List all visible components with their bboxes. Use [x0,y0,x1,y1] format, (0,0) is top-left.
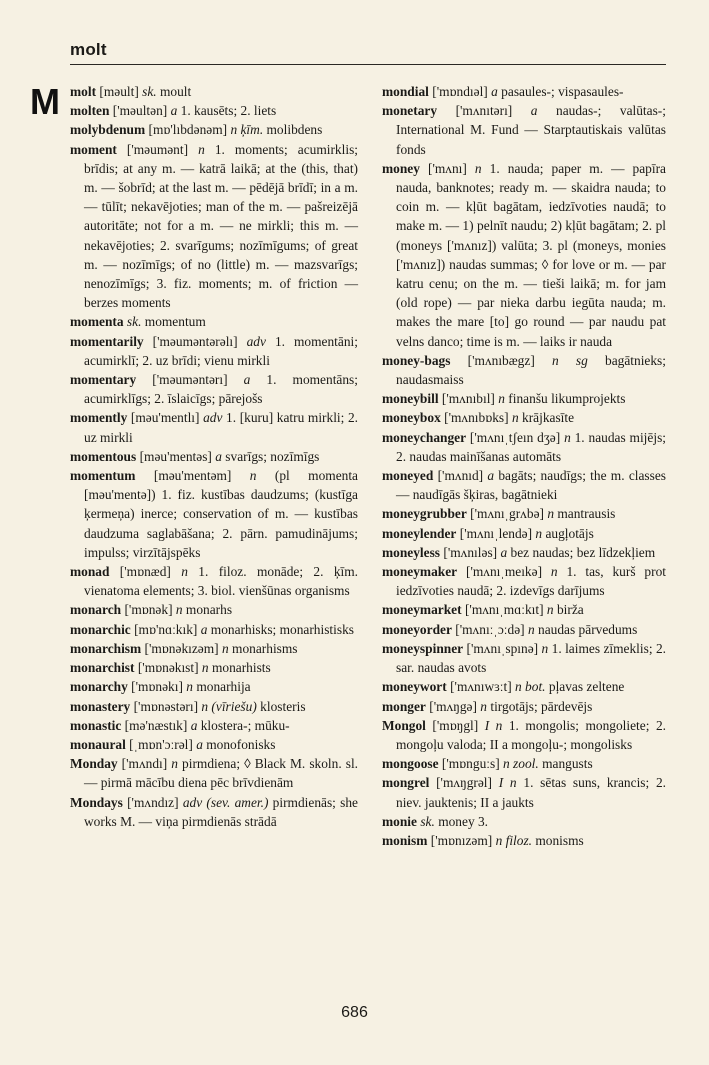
headword: money [382,160,420,176]
part-of-speech: n [547,506,555,522]
definition: moult [156,84,192,99]
part-of-speech: sk. [126,314,142,330]
pronunciation: ['məuməntərı] [136,372,244,388]
pronunciation: ['mʌnıˌgrʌbə] [466,506,548,522]
part-of-speech: a [170,103,178,119]
pronunciation: ['məultən] [109,103,171,119]
headword: Mongol [382,717,426,733]
part-of-speech: n bot. [515,679,546,695]
pronunciation: ['mɒnæd] [109,564,182,580]
page-number: 686 [341,1004,368,1021]
pronunciation: ['mɒndıəl] [428,84,492,99]
headword: monastery [70,698,131,714]
dictionary-entry [382,754,666,773]
pronunciation: ['mʌnıˌmeıkə] [457,564,551,580]
definition: 1. laimes zīmeklis; 2. sar. naudas avots [396,640,666,676]
headword: moneybox [382,410,441,426]
pronunciation: ['məuməntərəlı] [143,333,247,349]
pronunciation: [məu'mentəs] [136,448,216,464]
part-of-speech: I n [484,717,503,733]
dictionary-entry [70,620,358,639]
part-of-speech: n [511,410,519,426]
definition: molibdens [263,122,323,138]
definition: mangusts [538,756,593,772]
pronunciation: ['mɒnəkıst] [134,660,202,676]
pronunciation: [mɒ'nɑːkık] [130,621,201,637]
part-of-speech: n [564,429,571,445]
headword: moneywort [382,679,447,695]
definition: pļavas zeltene [545,679,625,695]
dictionary-entry [382,831,666,850]
dictionary-entry [382,639,666,677]
part-of-speech: a [487,468,495,484]
definition: pasaules-; vispasaules- [497,84,624,99]
dictionary-entry [70,82,358,101]
dictionary-entry [382,562,666,600]
part-of-speech: a [215,448,222,464]
definition: (pl momenta [məu'mentə]) 1. fiz. kustības daudzums; (kustīga ķermeņa) inerce; conservation of m. — kustības daudzuma saglabāšana; 2. pārn. pamudinājums; impulss; virzītājspēks [84,468,359,560]
headword: momently [70,410,128,426]
definition: monarhists [208,660,271,676]
pronunciation: ['mʌnıləs] [440,544,501,560]
dictionary-entry [382,428,666,466]
headword: molybdenum [70,122,146,138]
definition: 1. naudas mijējs; 2. naudas mainīšanas automāts [396,429,666,464]
headword: moneyspinner [382,640,464,656]
dictionary-entry [382,351,666,389]
pronunciation: ['mʌnıˌtʃeın dʒə] [466,429,565,445]
definition: bagāts; naudīgs; the m. classes — naudīgās šķiras, bagātnieki [396,468,667,503]
dictionary-entry [70,312,358,331]
headword: moneybill [382,391,439,407]
headword: momentous [70,448,137,464]
definition: klostera-; mūku- [197,717,290,733]
dictionary-entry [70,140,358,313]
dictionary-entry [70,101,358,120]
right-column [382,82,666,850]
part-of-speech: a [200,621,208,637]
part-of-speech: adv [246,333,266,349]
part-of-speech: n [527,621,535,637]
definition: momentum [141,314,206,330]
part-of-speech: a [530,103,538,119]
part-of-speech: n zool. [503,756,539,772]
part-of-speech: n [550,564,558,580]
definition: 1. mongolis; mongoliete; 2. mongoļu valoda; II a mongoļu-; mongolisks [396,717,666,752]
part-of-speech: n [249,468,257,484]
dictionary-entry [382,543,666,562]
dictionary-entry [382,389,666,408]
part-of-speech: sk. [420,813,435,829]
headword: momentum [70,468,136,484]
dictionary-entry [70,677,358,696]
pronunciation: [məu'mentəm] [135,468,250,484]
definition: 1. sētas suns, krancis; 2. niev. jauktenis; II a jaukts [396,775,666,810]
part-of-speech: a [491,84,498,99]
headword: molten [70,103,110,119]
part-of-speech: n ķīm. [230,122,264,138]
headword: money-bags [382,352,451,368]
pronunciation: ['mɒnək] [121,602,176,618]
part-of-speech: n [175,602,183,618]
definition: 1. momentāni; acumirklī; 2. uz brīdi; vienu mirkli [84,333,358,368]
headword: monetary [382,103,438,119]
part-of-speech: n [474,160,482,176]
definition: monarhisks; monarhistisks [207,621,354,637]
definition: money 3. [434,813,489,829]
dictionary-entry [382,82,666,101]
dictionary-entry [70,639,358,658]
pronunciation: [mə'næstık] [121,717,191,733]
dictionary-entry [382,408,666,427]
definition: svarīgs; nozīmīgs [221,448,320,464]
part-of-speech: sk. [142,84,157,99]
headword: momenta [70,314,124,330]
headword: moneylender [382,525,457,541]
definition: krājkasīte [518,410,575,426]
headword: monarchism [70,640,142,656]
pronunciation: ['mʌnı] [419,160,475,176]
dictionary-entry [382,504,666,523]
dictionary-entry [70,466,358,562]
headword: Mondays [70,794,123,810]
headword: moneymaker [382,564,458,580]
headword: monger [382,698,426,714]
part-of-speech: n [171,756,178,772]
definition: 1. moments; acumirklis; brīdis; at any m. — katrā laikā; at the (this, that) m. — šobrīd; at the last m. — pēdējā brīdī; in a m. — tūlīt; nekavējoties; man of the m. — pašreizējā autoritāte; not for a m. — ne mirkli; this m. — nekavējoties; 2. svarīgums; nozīmīgums; of great m. — nozīmīgs; of no (little) m. — mazsvarīgs; nenozīmīgs; 3. fiz. moments; m. of friction — berzes moments [84,141,358,311]
headword: monie [382,813,417,829]
definition: finanšu likumprojekts [504,391,626,407]
dictionary-entry [70,735,358,754]
pronunciation: ['mɒnəstərı] [130,698,202,714]
definition: 1. [kuru] katru mirkli; 2. uz mirkli [84,410,359,445]
pronunciation: [məult] [96,84,143,99]
definition: monarhija [192,679,251,695]
dictionary-entry [70,120,358,139]
dictionary-entry [382,524,666,543]
headword: monism [382,832,428,848]
definition: augļotājs [542,525,594,541]
dictionary-entry [382,600,666,619]
pronunciation: ['mʌndız] [122,794,183,810]
definition: 1. momentāns; acumirklīgs; 2. īslaicīgs; pārejošs [84,372,358,407]
part-of-speech: n [201,660,209,676]
pronunciation: ['mʌnıbɒks] [440,410,512,426]
dictionary-entry [382,101,666,159]
part-of-speech: n [546,602,554,618]
part-of-speech: adv [203,410,223,426]
pronunciation: ['mʌnıːˌɔːdə] [451,621,528,637]
pronunciation: ['mʌŋgə] [425,698,481,714]
dictionary-entry [382,620,666,639]
pronunciation: ['mʌnıwɜːt] [446,679,516,695]
definition: mantrausis [554,506,616,522]
part-of-speech: I n [498,775,517,791]
thumb-index-letter: M [30,81,60,122]
definition: bez naudas; bez līdzekļiem [507,544,656,560]
dictionary-entry [70,716,358,735]
definition: 1. kausēts; 2. liets [177,103,277,119]
definition: bagātnieks; naudasmaiss [396,352,666,388]
pronunciation: ['mʌnıˌspınə] [463,640,542,656]
running-head: molt [70,40,107,59]
pronunciation: ['mʌŋgrəl] [429,775,499,791]
part-of-speech: n [221,640,229,656]
part-of-speech: a [243,372,251,388]
pronunciation: ['mɒnızəm] [427,832,496,848]
definition: naudas pārvedums [534,621,638,637]
dictionary-entry [382,812,666,831]
pronunciation: ['mʌnıˌmɑːkıt] [461,602,547,618]
left-column [70,82,358,831]
definition: monarhs [182,602,233,618]
pronunciation: ['mʌnıd] [433,468,488,484]
part-of-speech: n [541,640,549,656]
part-of-speech: n [480,698,487,714]
pronunciation: ['mʌndı] [117,756,172,772]
part-of-speech: n [535,525,543,541]
dictionary-entry [70,447,358,466]
definition: monisms [532,832,584,848]
headword: moneygrubber [382,506,467,522]
pronunciation: [mɒ'lıbdənəm] [145,122,231,138]
dictionary-entry [382,716,666,754]
headword: moneyorder [382,621,452,637]
dictionary-entry [70,658,358,677]
dictionary-entry [70,408,358,446]
dictionary-entry [70,332,358,370]
part-of-speech: n [181,564,188,580]
definition: pirmdienās; she works M. — viņa pirmdienās strādā [84,794,359,829]
pronunciation: ['mʌnıbægz] [450,352,552,368]
part-of-speech: a [190,717,198,733]
part-of-speech: n (vīriešu) [201,698,257,714]
headword: moneyless [382,544,441,560]
part-of-speech: a [500,544,508,560]
headword: monastic [70,717,122,733]
header-rule [70,64,666,65]
definition: tirgotājs; pārdevējs [487,698,593,714]
headword: monarchic [70,621,131,637]
definition: 1. filoz. monāde; 2. ķīm. vienatoma elements; 3. biol. vienšūnas organisms [84,564,358,599]
part-of-speech: n [498,391,505,407]
headword: monad [70,564,110,580]
dictionary-entry [70,697,358,716]
pronunciation: ['mɒnəkı] [127,679,187,695]
pronunciation: ['mʌnıtərı] [437,103,531,119]
definition: birža [553,602,584,618]
pronunciation: [ˌmɒn'ɔːrəl] [125,736,197,752]
headword: monarchist [70,660,135,676]
definition: monofonisks [202,736,276,752]
headword: mondial [382,84,429,99]
dictionary-entry [382,466,666,504]
dictionary-entry [70,370,358,408]
dictionary-entry [382,697,666,716]
pronunciation: ['mʌnıˌlendə] [456,525,536,541]
pronunciation: ['məumənt] [116,141,199,157]
definition: monarhisms [228,640,298,656]
headword: moneyed [382,468,434,484]
dictionary-entry [70,600,358,619]
headword: momentarily [70,333,144,349]
part-of-speech: n [186,679,193,695]
part-of-speech: n sg [551,352,588,368]
headword: Monday [70,756,118,772]
headword: momentary [70,372,137,388]
headword: monarch [70,602,122,618]
definition: klosteris [256,698,306,714]
part-of-speech: n [198,141,205,157]
headword: monarchy [70,679,128,695]
part-of-speech: n filoz. [495,832,533,848]
headword: moment [70,141,117,157]
definition: 1. nauda; paper m. — papīra nauda, banknotes; ready m. — skaidra nauda; to coin m. — kļūt bagātam, iedzīvoties naudā; to make m. — 1) pelnīt naudu; 2) kļūt bagātam; 2. pl (moneys ['mʌnız]) valūta; 3. pl (moneys, monies ['mʌnız]) naudas summas; ◊ for love or m. — par katru cenu; on the m. — tieši laikā; m. for jam (old rope) — par nieka darbu iegūta nauda; m. makes the mare [to] go round — par naudu pat velns danco; time is m. — laiks ir nauda [396,160,666,349]
headword: mongoose [382,756,439,772]
pronunciation: ['mɒnguːs] [438,756,504,772]
definition: 1. tas, kurš prot iedzīvoties naudā; 2. izdevīgs darījums [396,564,666,599]
pronunciation: ['mɒnəkızəm] [141,640,222,656]
headword: mongrel [382,775,430,791]
definition: pirmdiena; ◊ Black M. skoln. sl. — pirmā mācību diena pēc brīvdienām [84,756,359,791]
headword: molt [70,84,97,99]
dictionary-entry [382,159,666,351]
dictionary-entry [382,773,666,811]
dictionary-entry [382,677,666,696]
pronunciation: [məu'mentlı] [127,410,204,426]
dictionary-entry [70,754,358,792]
dictionary-entry [70,562,358,600]
headword: moneychanger [382,429,467,445]
headword: monaural [70,736,126,752]
pronunciation: ['mɒŋgl] [425,717,485,733]
part-of-speech: adv (sev. amer.) [182,794,269,810]
part-of-speech: a [196,736,203,752]
headword: moneymarket [382,602,462,618]
dictionary-entry [70,793,358,831]
definition: naudas-; valūtas-; International M. Fund — Starptautiskais valūtas fonds [396,103,666,157]
pronunciation: ['mʌnıbıl] [438,391,499,407]
